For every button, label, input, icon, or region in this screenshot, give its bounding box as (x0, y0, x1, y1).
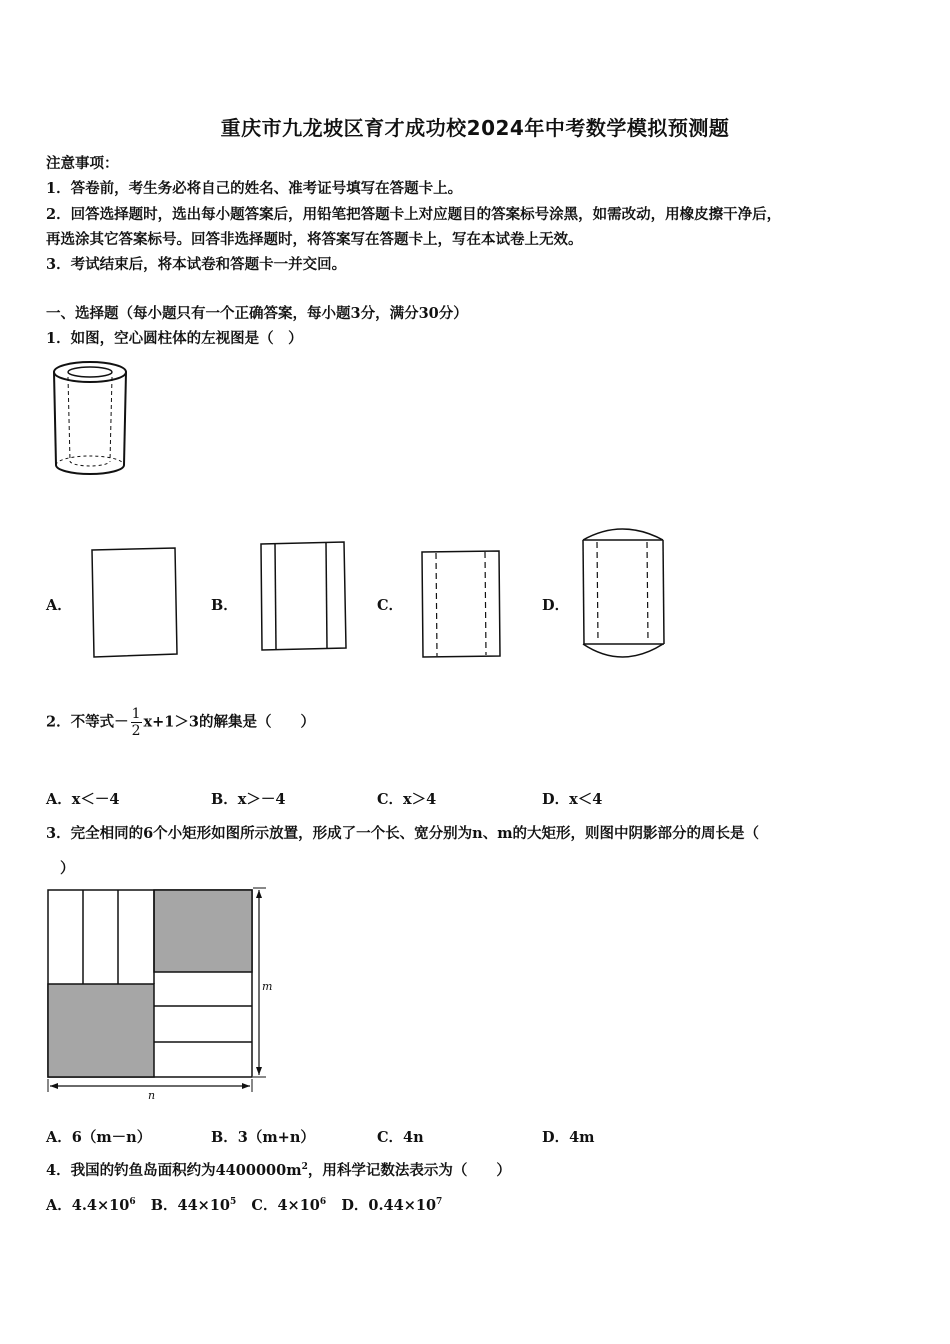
q4-option-d (341, 1197, 442, 1214)
notice-item-1: 1．答卷前，考生务必将自己的姓名、准考证号填写在答题卡上。 (46, 180, 463, 197)
q1-option-b-label: B． (211, 597, 238, 614)
q2-stem-suffix: x+1＞3的解集是（ ） (143, 713, 315, 731)
q1-option-d-label: D． (542, 597, 570, 614)
q1-stem: 1．如图，空心圆柱体的左视图是（ ） (46, 330, 303, 347)
q3-option-c: C．4n (377, 1129, 424, 1146)
q2-fraction-denominator: 2 (131, 723, 141, 739)
q4-option-d-label: D．0.44×10 (341, 1197, 437, 1214)
q2-stem (46, 706, 315, 739)
notice-item-2-cont: 再选涂其它答案标号。回答非选择题时，将答案写在答题卡上，写在本试卷上无效。 (46, 231, 583, 248)
q3-option-b: B．3（m+n） (211, 1129, 315, 1146)
q4-option-c-label: C．4×10 (251, 1197, 320, 1214)
q4-options (46, 1194, 442, 1215)
page-title: 重庆市九龙坡区育才成功校2024年中考数学模拟预测题 (220, 116, 730, 140)
q3-option-a: A．6（m－n） (46, 1129, 152, 1146)
q2-option-a: A．x＜－4 (46, 791, 120, 808)
q3-rectangle-figure (44, 886, 284, 1106)
q4-stem-sup: 2 (301, 1162, 308, 1172)
q1-cylinder-figure (50, 360, 130, 480)
q4-stem (46, 1159, 511, 1180)
q3-stem: 3．完全相同的6个小矩形如图所示放置，形成了一个长、宽分别为n、m的大矩形，则图中阴影部分的周长是（ (46, 825, 760, 842)
q3-label-n: n (148, 1089, 156, 1102)
notice-item-2: 2．回答选择题时，选出每小题答案后，用铅笔把答题卡上对应题目的答案标号涂黑，如需改动，用橡皮擦干净后， (46, 206, 782, 223)
q1-option-a-label: A． (46, 597, 72, 614)
q4-option-a-exp: 6 (129, 1197, 136, 1207)
q3-stem-end: ） (60, 860, 75, 877)
q2-option-d: D．x＜4 (542, 791, 603, 808)
q2-fraction (131, 706, 142, 739)
q2-option-b: B．x＞－4 (211, 791, 286, 808)
q1-option-c-label: C． (377, 597, 404, 614)
q3-option-d: D．4m (542, 1129, 595, 1146)
q1-option-c-figure (419, 548, 505, 660)
q4-option-d-exp: 7 (436, 1197, 443, 1207)
q2-fraction-numerator: 1 (131, 706, 141, 722)
q4-stem-post: ，用科学记数法表示为（ ） (307, 1162, 511, 1179)
notice-item-3: 3．考试结束后，将本试卷和答题卡一并交回。 (46, 256, 347, 273)
q4-option-b (151, 1197, 237, 1214)
q4-stem-pre: 4．我国的钓鱼岛面积约为4400000m (46, 1162, 302, 1179)
q4-option-c-exp: 6 (319, 1197, 327, 1207)
q2-option-c: C．x＞4 (377, 791, 437, 808)
q1-option-b-figure (258, 540, 350, 652)
q4-option-a-label: A．4.4×10 (46, 1197, 130, 1214)
q1-option-d-figure (580, 524, 668, 684)
q4-option-c (251, 1197, 326, 1214)
q4-option-b-exp: 5 (230, 1197, 237, 1207)
q1-option-a-figure (90, 546, 180, 660)
q4-option-b-label: B．44×10 (150, 1197, 230, 1214)
q4-option-a (46, 1197, 136, 1214)
section-heading: 一、选择题（每小题只有一个正确答案，每小题3分，满分30分） (46, 305, 468, 322)
notice-heading: 注意事项： (46, 155, 119, 172)
q3-label-m: m (262, 980, 273, 993)
q2-stem-prefix: 2．不等式－ (46, 713, 129, 731)
